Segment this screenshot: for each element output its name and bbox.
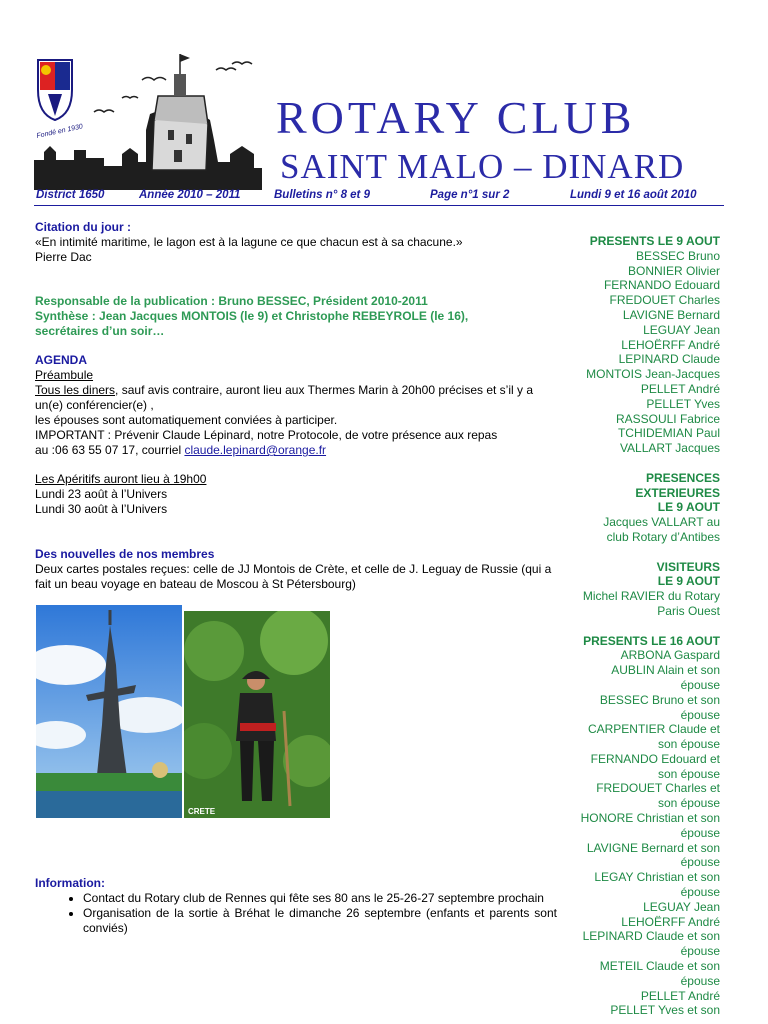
nouvelles-heading: Des nouvelles de nos membres <box>35 547 215 561</box>
aperitif-date-1: Lundi 23 août à l’Univers <box>35 487 168 501</box>
agenda-important: IMPORTANT : Prévenir Claude Lépinard, notre Protocole, de votre présence aux repas <box>35 428 498 442</box>
attendee-name: BONNIER Olivier <box>627 263 720 278</box>
attendee-name: VALLART Jacques <box>619 441 720 456</box>
attendee-name: FREDOUET Charles <box>609 293 720 308</box>
visitors-heading-1: VISITEURS <box>656 559 720 574</box>
attendee-name: LAVIGNE Bernard <box>622 307 720 322</box>
agenda-section <box>35 353 557 458</box>
attendee-name: RASSOULI Fabrice <box>615 411 720 426</box>
attendee-name: METEIL Claude et son <box>599 959 720 974</box>
page-number: Page n°1 sur 2 <box>430 189 510 201</box>
information-item: • Organisation de la sortie à Bréhat le dimanche 26 septembre (enfants et parents sont conviés) <box>83 906 557 936</box>
attendee-name: épouse <box>680 944 720 959</box>
presents-9-heading: PRESENTS LE 9 AOUT <box>589 234 720 248</box>
attendee-name: LEGAY Christian et son <box>594 870 720 885</box>
attendee-name: PELLET André <box>640 381 720 396</box>
attendee-name: son épouse <box>657 737 720 752</box>
ext-line: Jacques VALLART au <box>603 515 720 530</box>
attendee-name: MONTOIS Jean-Jacques <box>586 367 720 382</box>
information-section <box>35 876 557 936</box>
visitor-line: Paris Ouest <box>657 603 720 618</box>
attendee-name: BESSEC Bruno <box>635 248 720 263</box>
attendee-name: épouse <box>680 825 720 840</box>
attendee-name: HONORE Christian et son <box>580 811 720 826</box>
ext-heading-2: EXTERIEURES <box>635 485 720 500</box>
postcard-photo-russia <box>36 605 182 818</box>
year-label: Année 2010 – 2011 <box>139 189 241 201</box>
contact-text: au :06 63 55 07 17, courriel <box>35 443 185 457</box>
information-heading: Information: <box>35 876 105 890</box>
bulletin-date: Lundi 9 et 16 août 2010 <box>570 189 697 201</box>
club-title: ROTARY CLUB <box>276 92 636 143</box>
attendee-name: son épouse <box>657 766 720 781</box>
attendee-name: épouse <box>680 973 720 988</box>
aperitifs-label: Les Apéritifs auront lieu à 19h00 <box>35 472 207 486</box>
citation-author: Pierre Dac <box>35 250 92 264</box>
agenda-diners <box>35 383 557 413</box>
attendee-name: PELLET Yves <box>646 396 720 411</box>
nouvelles-section <box>35 547 557 592</box>
attendee-name: AUBLIN Alain et son <box>611 663 720 678</box>
email-link[interactable]: claude.lepinard@orange.fr <box>184 443 327 457</box>
attendee-name: épouse <box>680 677 720 692</box>
attendee-name: PELLET Yves et son <box>610 1003 720 1018</box>
citation-heading: Citation du jour : <box>35 220 131 234</box>
attendee-name: CARPENTIER Claude et <box>587 722 720 737</box>
publication-responsible: Responsable de la publication : Bruno BESSEC, Président 2010-2011 <box>35 294 428 308</box>
district-label: District 1650 <box>36 189 105 201</box>
attendee-name: épouse <box>680 707 720 722</box>
agenda-preambule: Préambule <box>35 368 94 382</box>
agenda-contact <box>35 443 557 458</box>
agenda-heading: AGENDA <box>35 353 88 367</box>
visitor-line: Michel RAVIER du Rotary <box>582 589 720 604</box>
agenda-epouses: les épouses sont automatiquement conviées à participer. <box>35 413 338 427</box>
publication-secretaries: secrétaires d’un soir… <box>35 324 165 338</box>
citation-section <box>35 220 557 265</box>
presents-9-list <box>566 249 720 456</box>
diners-label: Tous les diners <box>35 383 116 397</box>
attendee-name: TCHIDEMIAN Paul <box>617 426 720 441</box>
club-logo-illustration <box>34 50 262 190</box>
attendee-name: LEPINARD Claude <box>618 352 720 367</box>
information-list <box>35 891 557 936</box>
attendee-name: LEGUAY Jean <box>643 322 720 337</box>
publication-section <box>35 294 557 339</box>
information-item: • Contact du Rotary club de Rennes qui fête ses 80 ans le 25-26-27 septembre prochain <box>83 891 557 906</box>
attendee-name: BESSEC Bruno et son <box>599 692 720 707</box>
attendee-name: LAVIGNE Bernard et son <box>586 840 720 855</box>
visitors-heading-2: LE 9 AOUT <box>657 574 720 589</box>
diners-text: , sauf avis contraire, auront lieu aux Thermes Marin à 20h00 précises et s’il y a un(e) conférencier(e) , <box>35 383 534 412</box>
publication-synthesis: Synthèse : Jean Jacques MONTOIS (le 9) et Christophe REBEYROLE (le 16), <box>35 309 469 323</box>
bulletin-info-bar <box>34 189 724 206</box>
aperitifs-section <box>35 472 557 517</box>
ext-line: club Rotary d’Antibes <box>606 529 720 544</box>
presents-16-heading: PRESENTS LE 16 AOUT <box>583 633 720 648</box>
photo-caption: CRETE <box>188 807 216 816</box>
postcard-photo-crete <box>184 611 330 818</box>
attendee-name: ARBONA Gaspard <box>620 648 720 663</box>
attendee-name: son épouse <box>657 796 720 811</box>
attendee-name: épouse <box>680 855 720 870</box>
club-subtitle: SAINT MALO – DINARD <box>280 147 685 186</box>
aperitif-date-2: Lundi 30 août à l’Univers <box>35 502 168 516</box>
presents-16-list <box>566 648 720 1018</box>
attendance-sidebar <box>566 234 720 1018</box>
attendee-name: FERNANDO Edouard <box>603 278 720 293</box>
bulletin-number: Bulletins n° 8 et 9 <box>274 189 370 201</box>
attendee-name: LEGUAY Jean <box>643 899 720 914</box>
attendee-name: FERNANDO Edouard et <box>590 751 720 766</box>
attendee-name: PELLET André <box>640 988 720 1003</box>
ext-heading-1: PRESENCES <box>645 470 720 485</box>
ext-heading-3: LE 9 AOUT <box>657 500 720 515</box>
attendee-name: LEHOËRFF André <box>621 914 720 929</box>
attendee-name: LEHOËRFF André <box>621 337 720 352</box>
nouvelles-text: Deux cartes postales reçues: celle de JJ Montois de Crète, et celle de J. Leguay de Russie (qui a fait un beau voyage en bateau de Moscou à St Pétersbourg) <box>35 562 552 591</box>
citation-quote: «En intimité maritime, le lagon est à la lagune ce que chacun est à sa chacune.» <box>35 235 463 249</box>
logo-caption: Fondé en 1930 <box>35 123 84 140</box>
attendee-name: épouse <box>680 885 720 900</box>
attendee-name: LEPINARD Claude et son <box>582 929 720 944</box>
attendee-name: FREDOUET Charles et <box>596 781 720 796</box>
